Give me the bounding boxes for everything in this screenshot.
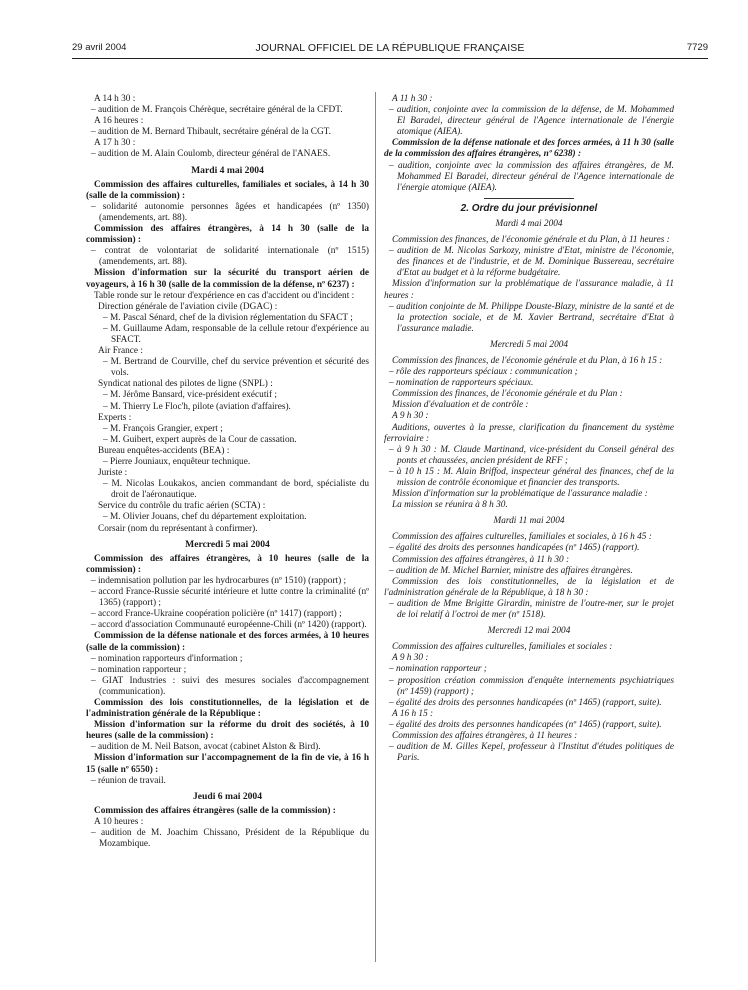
entry-para: A 16 heures : [94,116,144,127]
left-column [86,94,369,850]
entry-bold: Mission d'information sur l'accompagnement de la fin de vie, à 16 h 15 (salle nº 6550) : [86,753,369,775]
entry-indent: – à 9 h 30 : M. Claude Martinand, vice-président du Conseil général des ponts et chaussées, ancien président de RFF ; [389,444,674,466]
entry-indent: – nomination rapporteur ; [91,664,187,675]
entry-para: La mission se réunira à 8 h 30. [392,500,508,511]
entry-para: Mission d'évaluation et de contrôle : [392,400,529,411]
entry-sub: Juriste : [98,468,128,479]
entry-indent: – audition de M. Bernard Thibault, secrétaire général de la CGT. [91,127,331,138]
entry-centered: Mardi 11 mai 2004 [493,516,565,527]
entry-subitem: – M. Pascal Sénard, chef de la division réglementation du SFACT ; [103,312,353,323]
entry-para: A 10 heures : [94,816,144,827]
entry-indent: – accord d'association Communauté européenne-Chili (nº 1420) (rapport). [91,620,367,631]
column-divider [375,92,376,962]
entry-para: Commission des affaires culturelles, familiales et sociales : [392,642,613,653]
entry-indent: – à 10 h 15 : M. Alain Briffod, inspecteur général des finances, chef de la mission de contrôle économique et financier des transports. [389,466,674,488]
entry-indent: – contrat de volontariat de solidarité internationale (nº 1515) (amendements, art. 88). [91,246,369,268]
entry-heading: Jeudi 6 mai 2004 [192,790,263,802]
entry-para: Commission des affaires étrangères, à 11 heures : [392,730,578,741]
entry-section: 2. Ordre du jour prévisionnel [460,202,598,214]
entry-para: Auditions, ouvertes à la presse, clarification du financement du système ferroviaire : [384,422,674,444]
entry-para: Commission des affaires étrangères, à 11 h 30 : [392,554,570,565]
entry-para: Commission des finances, de l'économie générale et du Plan : [392,389,623,400]
entry-indent: – solidarité autonomie personnes âgées et handicapées (nº 1350) (amendements, art. 88). [91,201,369,223]
entry-indent: – nomination rapporteurs d'information ; [91,653,243,664]
section-rule [484,198,574,199]
entry-para: A 17 h 30 : [94,138,136,149]
entry-subitem: – M. Nicolas Loukakos, ancien commandant de bord, spécialiste du droit de l'aéronautique. [103,479,369,501]
entry-indent: – audition de M. Gilles Kepel, professeur à l'Institut d'études politiques de Paris. [389,742,674,764]
entry-indent: – audition conjointe de M. Philippe Douste-Blazy, ministre de la santé et de la protection sociale, et de M. Xavier Bertrand, secrétaire d'Etat à l'assurance maladie. [389,301,674,334]
entry-indent: – proposition création commission d'enquête internements psychiatriques (nº 1459) (rapport) ; [389,675,674,697]
entry-indent: – nomination rapporteur ; [389,664,487,675]
entry-indent: – GIAT Industries : suivi des mesures sociales d'accompagnement (communication). [91,675,369,697]
entry-heading: Mardi 4 mai 2004 [191,164,264,176]
entry-centered: Mercredi 5 mai 2004 [489,339,569,350]
header-date: 29 avril 2004 [72,42,127,53]
header-page-number: 7729 [686,42,708,53]
entry-subitem: – M. François Grangier, expert ; [103,423,223,434]
entry-indent: – audition de Mme Brigitte Girardin, ministre de l'outre-mer, sur le projet de loi relatif à l'octroi de mer (nº 1518). [389,598,674,621]
entry-para: Table ronde sur le retour d'expérience en cas d'accident ou d'incident : [94,290,355,301]
entry-indent: – indemnisation pollution par les hydrocarbures (nº 1510) (rapport) ; [91,575,347,586]
entry-indent: – accord France-Ukraine coopération policière (nº 1417) (rapport) ; [91,609,342,620]
entry-indent: – rôle des rapporteurs spéciaux : communication ; [389,367,578,378]
entry-para: Commission des finances, de l'économie générale et du Plan, à 16 h 15 : [392,355,663,366]
entry-indent: – audition de M. Michel Barnier, ministre des affaires étrangères. [389,565,633,576]
entry-bold: Mission d'information sur la sécurité du transport aérien de voyageurs, à 16 h 30 (salle de la commission de la défense, nº 6237) : [86,268,369,290]
entry-sub: Bureau enquêtes-accidents (BEA) : [98,445,230,456]
entry-bold: Mission d'information sur la réforme du droit des sociétés, à 10 heures (salle de la commission) : [86,720,369,742]
page-header [72,42,708,59]
entry-centered: Mardi 4 mai 2004 [495,218,563,229]
entry-indent: – réunion de travail. [91,775,166,786]
entry-sub: Syndicat national des pilotes de ligne (SNPL) : [98,379,273,390]
entry-para: Commission des finances, de l'économie générale et du Plan, à 11 heures : [392,235,670,246]
entry-bold: Commission de la défense nationale et des forces armées, à 10 heures (salle de la commission) : [86,631,369,653]
entry-indent: – égalité des droits des personnes handicapées (nº 1465) (rapport, suite). [389,697,662,708]
entry-heading: Mercredi 5 mai 2004 [185,538,270,550]
entry-para: Commission des affaires culturelles, familiales et sociales, à 16 h 45 : [392,532,652,543]
entry-subitem: – M. Guibert, expert auprès de la Cour de cassation. [103,434,297,445]
entry-sub: Service du contrôle du trafic aérien (SCTA) : [98,501,266,512]
entry-indent: – égalité des droits des personnes handicapées (nº 1465) (rapport, suite). [389,719,662,730]
entry-subitem: – M. Olivier Jouans, chef du département exploitation. [103,512,307,523]
entry-bold: Commission de la défense nationale et des forces armées, à 11 h 30 (salle de la commission des affaires étrangères, nº 6238) : [384,138,674,160]
entry-subitem: – Pierre Jouniaux, enquêteur technique. [103,457,251,467]
entry-bold: Commission des affaires étrangères, à 14 h 30 (salle de la commission) : [86,224,369,246]
entry-indent: – égalité des droits des personnes handicapées (nº 1465) (rapport). [389,543,640,554]
entry-bold: Commission des affaires culturelles, familiales et sociales, à 14 h 30 (salle de la commission) : [86,179,369,201]
entry-sub: Corsair (nom du représentant à confirmer). [98,523,258,534]
header-title: JOURNAL OFFICIEL DE LA RÉPUBLIQUE FRANÇAISE [255,42,525,54]
entry-sub: Direction générale de l'aviation civile (DGAC) : [98,301,278,312]
entry-subitem: – M. Guillaume Adam, responsable de la cellule retour d'expérience au SFACT. [103,323,369,345]
entry-sub: Air France : [98,346,143,357]
entry-indent: – audition de M. Neil Batson, avocat (cabinet Alston & Bird). [91,742,321,753]
entry-bold: Commission des lois constitutionnelles, de la législation et de l'administration générale de la République : [86,697,369,720]
entry-indent: – audition de M. Alain Coulomb, directeur général de l'ANAES. [91,149,331,160]
entry-indent: – audition de M. Joachim Chissano, Président de la République du Mozambique. [91,828,369,850]
entry-para: A 14 h 30 : [94,94,136,104]
entry-indent: – audition, conjointe avec la commission de la défense, de M. Mohammed El Baradei, directeur général de l'Agence internationale de l'énergie atomique (AIEA). [389,105,674,138]
entry-para: A 16 h 15 : [392,708,434,719]
entry-indent: – audition de M. François Chérèque, secrétaire général de la CFDT. [91,105,343,116]
entry-subitem: – M. Bertrand de Courville, chef du service prévention et sécurité des vols. [103,357,369,379]
entry-subitem: – M. Thierry Le Floc'h, pilote (aviation d'affaires). [103,401,291,412]
entry-indent: – audition de M. Nicolas Sarkozy, ministre d'Etat, ministre de l'économie, des finances et de l'industrie, et de M. Dominique Bussereau, secrétaire d'Etat au budget et à la réforme budgétaire. [389,246,674,279]
entry-sub: Experts : [98,412,132,423]
entry-indent: – accord France-Russie sécurité intérieure et lutte contre la criminalité (nº 1365) (rapport) ; [91,587,369,609]
entry-para: Commission des lois constitutionnelles, de la législation et de l'administration générale de la République, à 18 h 30 : [384,576,674,598]
entry-indent: – nomination de rapporteurs spéciaux. [389,378,534,389]
entry-bold: Commission des affaires étrangères (salle de la commission) : [94,805,336,816]
entry-para: A 9 h 30 : [392,653,429,664]
entry-subitem: – M. Jérôme Bansard, vice-président exécutif ; [103,390,277,401]
entry-para: Mission d'information sur la problématique de l'assurance maladie, à 11 heures : [384,279,674,301]
entry-para: A 9 h 30 : [392,411,429,422]
entry-para: Mission d'information sur la problématique de l'assurance maladie : [392,489,648,500]
right-column [384,94,674,764]
entry-indent: – audition, conjointe avec la commission des affaires étrangères, de M. Mohammed El Baradei, directeur général de l'Agence internationale de l'énergie atomique (AIEA). [389,160,674,193]
entry-centered: Mercredi 12 mai 2004 [487,626,571,637]
entry-bold: Commission des affaires étrangères, à 10 heures (salle de la commission) : [86,553,369,575]
entry-para: A 11 h 30 : [392,94,433,104]
